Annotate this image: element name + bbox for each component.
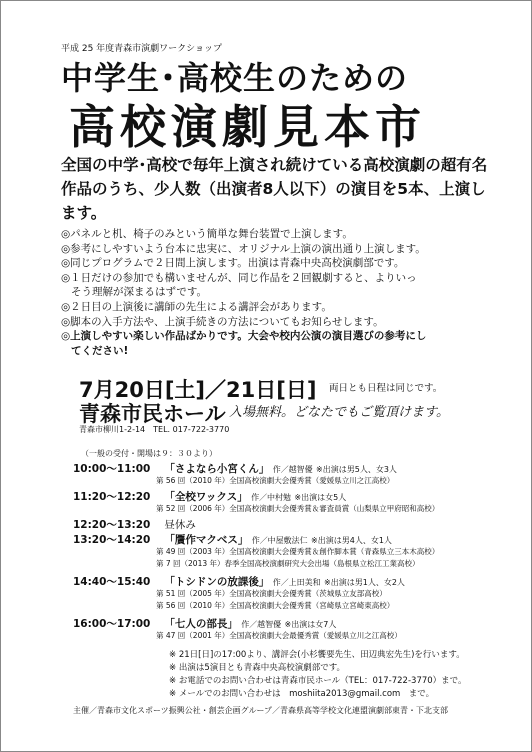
dates-note: 両日とも日程は同じです。 <box>329 383 443 394</box>
footnote: ※ お電話でのお問い合わせは青森市民ホール（TEL：017-722-3770）まで。 <box>169 676 467 686</box>
schedule-time: 11:20～12:20 <box>73 491 151 503</box>
play-credit: 作／中村勉 <box>251 493 292 502</box>
play-award: 第 7 回（2013 年）春季全国高校演劇研究大会出場（島根県立松江工業高校） <box>156 559 420 568</box>
note-item: ◎同じプログラムで２日間上演します。出演は青森中央高校演劇部です。 <box>61 257 405 270</box>
venue-address: 青森市柳川1-2-14 TEL. 017-722-3770 <box>79 425 230 434</box>
play-title: 「贋作マクベス」 <box>164 534 249 546</box>
note-item: ◎１日だけの参加でも構いませんが、同じ作品を２回観劇すると、よりいっ <box>61 271 417 284</box>
schedule-row <box>73 532 392 547</box>
note-item-emphasis-continued: てください! <box>71 344 129 357</box>
note-item-continued: そう理解が深まるはずです。 <box>71 286 207 299</box>
schedule-time: 16:00～17:00 <box>73 618 151 630</box>
play-credit: 作／越智優 <box>272 465 313 474</box>
play-title: 「トシドンの放課後」 <box>164 576 270 588</box>
play-cast: ※出演は男1人、女2人 <box>324 578 405 587</box>
play-title: 「七人の部長」 <box>164 618 238 630</box>
notes-list <box>61 227 501 358</box>
footnote: ※ 21日[日]の17:00より、講評会(小杉饗要先生、田辺典宏先生)を行います。 <box>169 650 465 660</box>
play-award: 第 56 回（2010 年）全国高校演劇大会優秀賞（宮崎県立宮崎東高校） <box>156 601 395 610</box>
footnote-email: ※ メールでのお問い合わせは moshiita2013@gmail.com まで。 <box>169 689 435 699</box>
event-dates: 7月20日[土]／21日[日] <box>79 378 317 402</box>
note-item-emphasis: ◎上演しやすい楽しい作品ばかりです。大会や校内公演の演目選びの参考にし <box>61 330 427 343</box>
schedule-row <box>73 574 405 589</box>
schedule-time: 14:40～15:40 <box>73 576 151 588</box>
schedule-note: （一般の受付・開場は９：３０より） <box>81 449 217 458</box>
lunch-break-label: 昼休み <box>164 519 196 531</box>
play-credit: 作／上田美和 <box>272 578 321 587</box>
play-award: 第 49 回（2003 年）全国高校演劇大会優秀賞＆創作脚本賞（青森県立三本木高校） <box>156 547 440 556</box>
play-cast: ※出演は女5人 <box>294 493 347 502</box>
note-item: ◎参考にしやすいよう台本に忠実に、オリジナル上演の演出通り上演します。 <box>61 242 426 255</box>
play-cast: ※出演は男5人、女3人 <box>316 465 397 474</box>
play-award: 第 56 回（2010 年）全国高校演劇大会優秀賞（愛媛県立川之江高校） <box>156 476 395 485</box>
note-item: ◎パネルと机、椅子のみという簡単な舞台装置で上演します。 <box>61 228 353 240</box>
play-cast: ※出演は男4人、女1人 <box>311 536 392 545</box>
title-line-2: 高校演劇見本市 <box>69 100 426 154</box>
schedule-time: 10:00～11:00 <box>73 463 151 475</box>
admission-note: 入場無料。どなたでもご覧頂けます。 <box>229 405 449 420</box>
event-series-label: 平成 25 年度青森市演劇ワークショップ <box>61 44 222 54</box>
note-item: ◎２日目の上演後に講師の先生による講評会があります。 <box>61 300 332 313</box>
play-cast: ※出演は女7人 <box>284 620 337 629</box>
play-award: 第 51 回（2005 年）全国高校演劇大会優秀賞（茨城県立友部高校） <box>156 589 387 598</box>
schedule-time: 12:20～13:20 <box>73 519 151 531</box>
play-title: 「さよなら小宮くん」 <box>164 463 270 475</box>
sponsor-line: 主催／青森市文化スポーツ振興公社・創芸企画グループ／青森県高等学校文化連盟演劇部東青・下北支部 <box>73 706 449 715</box>
title-line-1: 中学生･高校生のための <box>61 59 409 97</box>
schedule-time: 13:20～14:20 <box>73 534 151 546</box>
schedule-row <box>73 461 397 476</box>
schedule-row <box>73 489 346 504</box>
intro-paragraph: 全国の中学･高校で毎年上演され続けている高校演劇の超有名作品のうち、少人数（出演者8人以下）の演目を5本、上演します。 <box>61 156 488 222</box>
play-credit: 作／越智優 <box>241 620 282 629</box>
play-award: 第 47 回（2001 年）全国高校演劇大会最優秀賞（愛媛県立川之江高校） <box>156 631 402 640</box>
footnote: ※ 出演は5演目とも青森中央高校演劇部です。 <box>169 663 346 673</box>
schedule-row-lunch <box>73 517 196 532</box>
venue-name: 青森市民ホール <box>79 402 226 426</box>
schedule-row <box>73 616 336 631</box>
note-item: ◎脚本の入手方法や、上演手続きの方法についてもお知らせします。 <box>61 315 384 328</box>
play-title: 「全校ワックス」 <box>164 491 248 503</box>
play-award: 第 52 回（2006 年）全国高校演劇大会優秀賞＆審査員賞（山梨県立甲府昭和高校） <box>156 504 440 513</box>
play-credit: 作／中屋敷法仁 <box>251 536 308 545</box>
